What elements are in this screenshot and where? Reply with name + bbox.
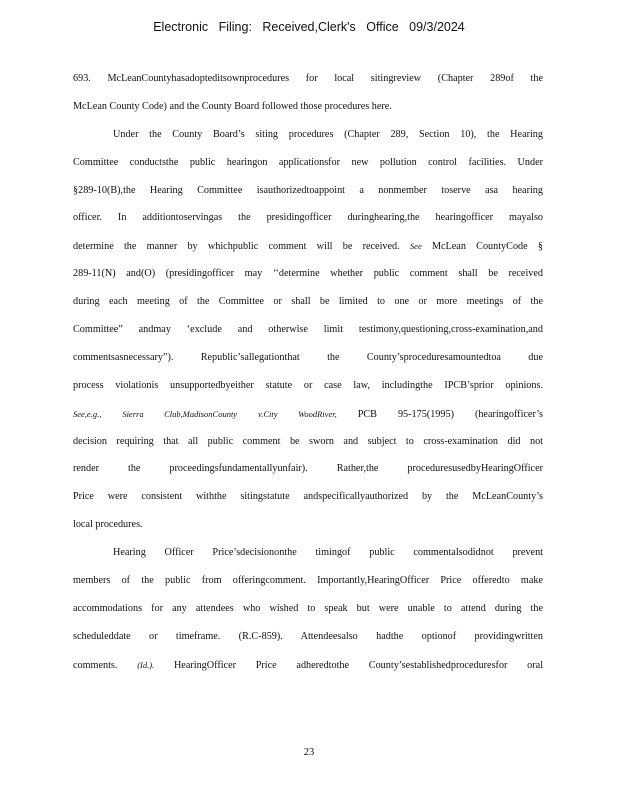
text-segment: comments.	[73, 659, 118, 671]
text-line: §289-10(B),the Hearing Committee isauthorizedtoappoint a nonmember toserve asa hearing	[73, 184, 543, 196]
text-line: 693. McLeanCountyhasadopteditsownprocedures for local sitingreview (Chapter 289of the	[73, 73, 543, 84]
text-line	[73, 406, 543, 434]
text-segment: McLean CountyCode §	[431, 241, 543, 253]
text-line: during each meeting of the Committee or shall be limited to one or more meetings of the	[73, 296, 543, 308]
text-line	[73, 238, 543, 266]
case-name: Sierra Club,MadisonCounty	[122, 408, 238, 419]
text-line: 289-11(N) and(O) (presidingofficer may ‘‘determine whether public comment shall be received	[73, 268, 543, 280]
filing-header: Electronic Filing: Received,Clerk's Office 09/3/2024	[153, 20, 465, 34]
text-line	[73, 657, 543, 685]
text-line: Hearing Officer Price’sdecisiononthe timingof public commentalsodidnot prevent	[113, 547, 543, 559]
text-line: Price were consistent withthe sitingstatute andspecificallyauthorized by the McLeanCounty’s	[73, 491, 543, 503]
text-line: process violationis unsupportedbyeither statute or case law, includingthe IPCB’sprior opinions.	[73, 379, 543, 391]
text-line: Committee conductsthe public hearingon applicationsfor new pollution control facilities. Under	[73, 156, 543, 168]
citation-signal: See	[409, 241, 422, 252]
text-line: decision requiring that all public comment be sworn and subject to cross-examination did not	[73, 435, 543, 447]
text-line: McLean County Code) and the County Board followed those procedures here.	[73, 100, 392, 112]
text-line: accommodations for any attendees who wished to speak but were unable to attend during the	[73, 602, 543, 614]
text-line: commentsasnecessary”). Republic’sallegationthat the County’sproceduresamountedtoa due	[73, 351, 543, 363]
text-line: officer. In additiontoservingas the presidingofficer duringhearing,the hearingofficer mayalso	[73, 212, 543, 224]
text-line: Under the County Board’s siting procedures (Chapter 289, Section 10), the Hearing	[113, 128, 543, 140]
text-line: local procedures.	[73, 519, 143, 531]
text-line: scheduleddate or timeframe. (R.C-859). Attendeesalso hadthe optionof providingwritten	[73, 630, 543, 642]
text-line: members of the public from offeringcomment. Importantly,HearingOfficer Price offeredto make	[73, 575, 543, 587]
text-segment: determine the manner by whichpublic comment will be received.	[73, 241, 400, 253]
text-segment: HearingOfficer Price adheredtothe County’sestablishedproceduresfor oral	[173, 659, 544, 671]
document-body	[73, 71, 543, 685]
citation-id: (Id.).	[137, 659, 155, 670]
case-name: v.City WoodRiver,	[258, 408, 337, 419]
page-number: 23	[303, 747, 315, 758]
text-segment: PCB 95-175(1995) (hearingofficer’s	[357, 408, 544, 420]
text-line: render the proceedingsfundamentallyunfair). Rather,the proceduresusedbyHearingOfficer	[73, 463, 543, 475]
citation-signal: See,e.g.,	[73, 408, 102, 419]
text-line: Committee” andmay ‘exclude and otherwise limit testimony,questioning,cross-examination,and	[73, 324, 543, 336]
